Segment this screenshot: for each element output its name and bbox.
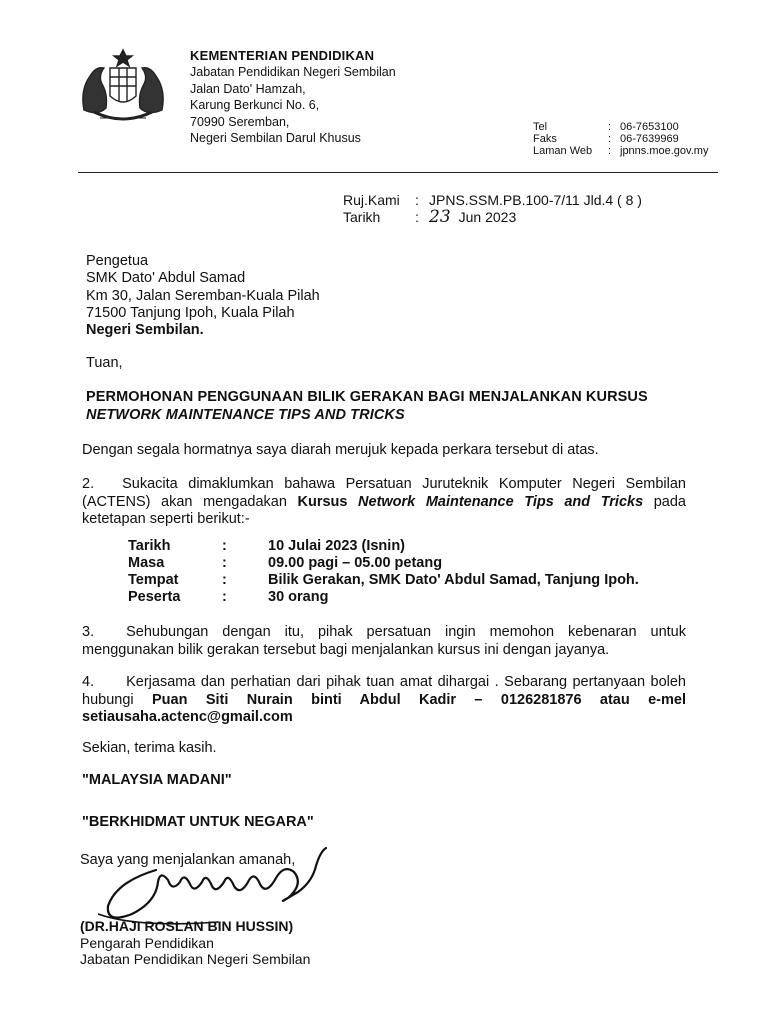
signer-title: Pengarah Pendidikan [80, 934, 214, 951]
agency-address-line: Jalan Dato' Hamzah, [190, 81, 306, 96]
contact-label: Faks [533, 133, 557, 145]
detail-row: Tarikh : 10 Julai 2023 (Isnin) [128, 538, 406, 554]
signer-department: Jabatan Pendidikan Negeri Sembilan [80, 951, 311, 967]
recipient-address [86, 253, 320, 339]
recipient-state: Negeri Sembilan. [86, 322, 204, 339]
paragraph-1: Dengan segala hormatnya saya diarah merujuk kepada perkara tersebut di atas. [82, 442, 599, 458]
paragraph-number: 3. [82, 624, 95, 640]
agency-name: KEMENTERIAN PENDIDIKAN [190, 48, 375, 63]
contact-person: Puan Siti Nurain binti Abdul Kadir – 0126281876 atau e-mel setiausaha.actenc@gmail.com [82, 691, 686, 725]
signer-block [80, 918, 310, 968]
agency-address-line: Karung Berkunci No. 6, [190, 98, 320, 113]
contact-label: Tel [533, 121, 548, 133]
detail-row: Peserta : 30 orang [128, 589, 329, 605]
detail-value: Bilik Gerakan, SMK Dato' Abdul Samad, Tanjung Ipoh. [268, 572, 639, 588]
paragraph-4: 4. Kerjasama dan perhatian dari pihak tuan amat dihargai . Sebarang pertanyaan boleh hubungi Puan Siti Nurain binti Abdul Kadir – 0126281876 atau e-mel setiausaha.actenc@gmail.com [82, 674, 686, 725]
recipient-line: Km 30, Jalan Seremban-Kuala Pilah [86, 287, 320, 304]
contact-row-tel: Tel : 06-7653100 [533, 121, 679, 133]
subject-line: PERMOHONAN PENGGUNAAN BILIK GERAKAN BAGI MENJALANKAN KURSUS [86, 389, 648, 405]
salutation: Tuan, [86, 355, 123, 371]
contact-block [533, 121, 708, 157]
detail-value: 30 orang [268, 589, 329, 605]
agency-address-line: Jabatan Pendidikan Negeri Sembilan [190, 65, 396, 80]
subject-course-title: NETWORK MAINTENANCE TIPS AND TRICKS [86, 406, 405, 423]
signer-intro: Saya yang menjalankan amanah, [80, 852, 296, 868]
detail-row: Tempat : Bilik Gerakan, SMK Dato' Abdul Samad, Tanjung Ipoh. [128, 572, 639, 588]
agency-address-line: Negeri Sembilan Darul Khusus [190, 131, 361, 146]
agency-header [190, 48, 396, 146]
paragraph-3: 3. Sehubungan dengan itu, pihak persatuan ingin memohon kebenaran untuk menggunakan bilik gerakan tersebut bagi menjalankan kursus ini dengan jayanya. [82, 624, 686, 658]
agency-address-line: 70990 Seremban, [190, 114, 290, 129]
date-day-handwritten: 23 [429, 207, 451, 227]
header-divider [78, 172, 718, 173]
paragraph-2: 2. Sukacita dimaklumkan bahawa Persatuan Juruteknik Komputer Negeri Sembilan (ACTENS) akan mengadakan Kursus Network Maintenance Tips and Tricks pada ketetapan seperti berikut:- [82, 476, 686, 527]
contact-row-fax: Faks : 06-7639969 [533, 133, 679, 145]
recipient-line: 71500 Tanjung Ipoh, Kuala Pilah [86, 304, 295, 321]
paragraph-number: 2. [82, 476, 95, 492]
reference-number: JPNS.SSM.PB.100-7/11 Jld.4 ( 8 ) [429, 192, 642, 208]
course-name: Network Maintenance Tips and Tricks [358, 493, 644, 510]
contact-label: Laman Web [533, 145, 593, 157]
event-details [128, 538, 639, 606]
detail-label: Tarikh [128, 538, 171, 554]
date-label: Tarikh [343, 209, 381, 225]
detail-label: Peserta [128, 589, 181, 605]
contact-value: jpnns.moe.gov.my [620, 145, 709, 157]
detail-label: Masa [128, 555, 165, 571]
letter-subject [86, 389, 648, 424]
reference-label: Ruj.Kami [343, 192, 400, 208]
motto-berkhidmat: "BERKHIDMAT UNTUK NEGARA" [82, 814, 314, 830]
contact-value: 06-7639969 [620, 133, 679, 145]
recipient-line: SMK Dato' Abdul Samad [86, 270, 246, 287]
recipient-line: Pengetua [86, 253, 149, 269]
closing-thanks: Sekian, terima kasih. [82, 740, 217, 756]
detail-value: 10 Julai 2023 (Isnin) [268, 538, 406, 554]
reference-block: Ruj.Kami : JPNS.SSM.PB.100-7/11 Jld.4 ( 8 ) Tarikh : 23 Jun 2023 [343, 192, 642, 227]
signer-name: (DR.HAJI ROSLAN BIN HUSSIN) [80, 918, 294, 934]
detail-label: Tempat [128, 572, 179, 588]
paragraph-number: 4. [82, 674, 95, 690]
date-month-year: Jun 2023 [458, 209, 517, 225]
contact-value: 06-7653100 [620, 121, 679, 133]
coat-of-arms-emblem [74, 46, 172, 128]
detail-value: 09.00 pagi – 05.00 petang [268, 555, 443, 571]
motto-malaysia-madani: "MALAYSIA MADANI" [82, 772, 232, 788]
detail-row: Masa : 09.00 pagi – 05.00 petang [128, 555, 443, 571]
contact-row-web: Laman Web : jpnns.moe.gov.my [533, 145, 709, 157]
